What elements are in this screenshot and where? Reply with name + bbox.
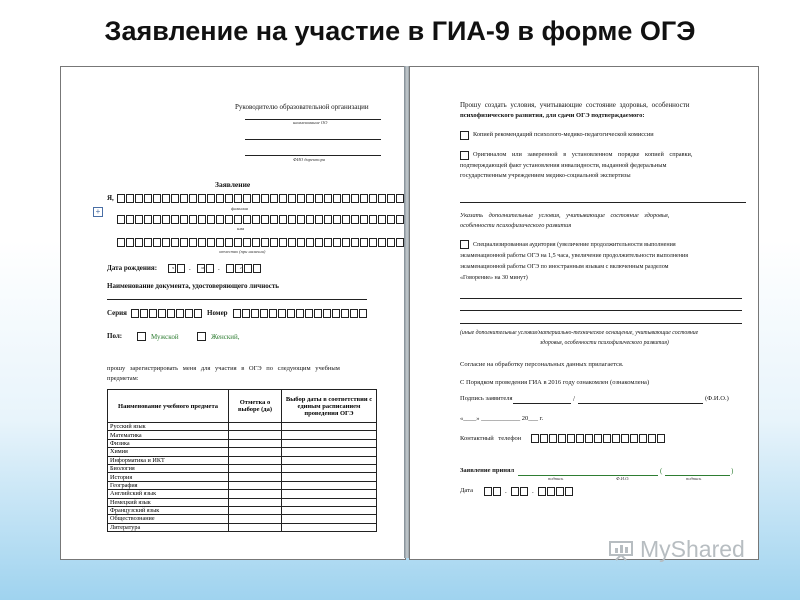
phone-cells[interactable] bbox=[531, 434, 666, 443]
subject-choice-cell[interactable] bbox=[229, 473, 282, 481]
special-room-line-1: Специализированная аудитория (увеличение продолжительности выполнения bbox=[473, 242, 676, 248]
subject-choice-cell[interactable] bbox=[229, 515, 282, 523]
subject-name: Английский язык bbox=[108, 490, 229, 498]
dob-year-cells[interactable] bbox=[226, 264, 262, 273]
subject-name: Биология bbox=[108, 464, 229, 472]
subject-date-cell[interactable] bbox=[282, 473, 377, 481]
pmpk-label: Копией рекомендаций психолого-медико-педагогической комиссии bbox=[473, 131, 654, 138]
table-row bbox=[108, 481, 377, 489]
accept-year-cells[interactable] bbox=[538, 487, 574, 496]
dob-day-cells[interactable] bbox=[168, 264, 186, 273]
subject-name: Обществознание bbox=[108, 515, 229, 523]
table-row bbox=[108, 498, 377, 506]
patronymic-caption: отчество (при наличии) bbox=[219, 249, 266, 254]
extra-conditions-hint-2: особенности психофизического развития bbox=[460, 222, 572, 229]
accepted-caption-fio: Ф.И.О. bbox=[616, 476, 630, 481]
table-row bbox=[108, 515, 377, 523]
order-text: С Порядком проведения ГИА в 2016 году ознакомлен (ознакомлена) bbox=[460, 379, 650, 386]
addressee: Руководителю образовательной организации bbox=[235, 103, 369, 111]
subject-name: История bbox=[108, 473, 229, 481]
table-row bbox=[108, 473, 377, 481]
dob-month-hint: м bbox=[201, 265, 204, 270]
disability-line-2: подтверждающей факт установления инвалидности, выданной федеральным bbox=[460, 162, 667, 169]
special-room-line-3: экзаменационной работы ОГЭ по иностранным языкам с включенным разделом bbox=[460, 264, 669, 270]
subject-choice-cell[interactable] bbox=[229, 464, 282, 472]
subject-date-cell[interactable] bbox=[282, 523, 377, 531]
gender-male-checkbox[interactable] bbox=[137, 332, 146, 341]
presentation-icon bbox=[608, 539, 634, 561]
ya-label: Я, bbox=[107, 194, 114, 202]
org-caption: наименование ОО bbox=[293, 120, 328, 125]
table-row bbox=[108, 423, 377, 431]
subject-date-cell[interactable] bbox=[282, 498, 377, 506]
subject-name: Французский язык bbox=[108, 506, 229, 514]
id-doc-label: Наименование документа, удостоверяющего личность bbox=[107, 282, 279, 290]
series-label: Серия bbox=[107, 309, 127, 317]
subject-date-cell[interactable] bbox=[282, 431, 377, 439]
subject-date-cell[interactable] bbox=[282, 456, 377, 464]
pmpk-checkbox[interactable] bbox=[460, 131, 469, 140]
disability-line-1: Оригиналом или заверенной в установленном порядке копией справки, bbox=[473, 151, 693, 158]
fio-caption: ФИО директора bbox=[293, 157, 326, 162]
subject-choice-cell[interactable] bbox=[229, 439, 282, 447]
col-date-header: Выбор даты в соответствии с единым расписанием проведения ОГЭ bbox=[282, 390, 377, 423]
date-label: Дата bbox=[460, 487, 473, 494]
subject-name: Немецкий язык bbox=[108, 498, 229, 506]
special-room-line-2: экзаменационной работы ОГЭ на 1,5 часа, увеличение продолжительности выполнения bbox=[460, 253, 689, 259]
surname-cells[interactable] bbox=[117, 194, 405, 203]
subject-choice-cell[interactable] bbox=[229, 498, 282, 506]
subject-choice-cell[interactable] bbox=[229, 481, 282, 489]
other-conditions-hint-1: (иные дополнительные условия/материально-техническое оснащение, учитывающие состояние bbox=[460, 330, 699, 336]
special-room-checkbox[interactable] bbox=[460, 240, 469, 249]
table-row bbox=[108, 523, 377, 531]
table-row bbox=[108, 456, 377, 464]
subject-date-cell[interactable] bbox=[282, 439, 377, 447]
application-page-right: Прошу создать условия, учитывающие состояние здоровья, особенности психофизического развития, для сдачи ОГЭ подтверждаемого: Копией рекомендаций психолого-медико-педагогической комиссии Оригиналом или заверенной в установленном порядке копией справки, подтверждающей факт установления инвалидности, выданной федеральным государственным учреждением медико-социальной экспертизы Указать дополнительные условия, учитывающие состояние здоровья, особенности психофизического развития Специализированная аудитория (увеличение продолжительности выполнения экзаменационной работы ОГЭ на 1,5 часа, увеличение продолжительности выполнения экзаменационной работы ОГЭ по иностранным языкам с включенным разделом «Говорение» на 30 минут) (иные дополнительные условия/материально-техническое оснащение, учитывающие состояние здоровья, особенности психофизического развития) Согласие на обработку персональных данных прилагается. С Порядком проведения ГИА в 2016 году ознакомлен (ознакомлена) Подпись заявителя / (Ф.И.О.) «____» ____________ 20___ г. Контактный телефон Заявление принял ( ) подпись Ф.И.О. подпись Дата . . bbox=[409, 66, 759, 560]
subject-date-cell[interactable] bbox=[282, 490, 377, 498]
subject-choice-cell[interactable] bbox=[229, 490, 282, 498]
gender-female-label: Женский, bbox=[211, 333, 240, 341]
subject-name: Литература bbox=[108, 523, 229, 531]
table-row bbox=[108, 464, 377, 472]
subject-date-cell[interactable] bbox=[282, 423, 377, 431]
col-subject-header: Наименование учебного предмета bbox=[108, 390, 229, 423]
subject-date-cell[interactable] bbox=[282, 464, 377, 472]
phone-label: Контактный телефон bbox=[460, 435, 522, 442]
conditions-line-1: Прошу создать условия, учитывающие состояние здоровья, особенности bbox=[460, 101, 690, 109]
subject-choice-cell[interactable] bbox=[229, 423, 282, 431]
accepted-caption-sign-2: подпись bbox=[686, 476, 702, 481]
dob-month-cells[interactable] bbox=[197, 264, 215, 273]
subject-choice-cell[interactable] bbox=[229, 523, 282, 531]
fio-short: (Ф.И.О.) bbox=[705, 395, 729, 402]
myshared-logo bbox=[608, 536, 745, 563]
col-choice-header: Отметка о выборе (да) bbox=[229, 390, 282, 423]
accepted-label: Заявление принял bbox=[460, 467, 515, 474]
subject-name: Физика bbox=[108, 439, 229, 447]
accept-day-cells[interactable] bbox=[484, 487, 502, 496]
application-page-left: Руководителю образовательной организации наименование ОО ФИО директора Заявление Я, + фамилия имя отчество (при наличии) Дата рождения: . . ч м г Наименование документа, удостоверяющего личность Серия Номер Пол: Мужской Женский, прошу зарегистрировать меня для участия в ОГЭ по следующим учебным предметам: Наименование учебного предмета Отметка о выборе (да) Выбор даты в соответствии с единым расписанием проведения ОГЭ Русский язык Математика Физика Химия Информатика и ИКТ Биология История География Английский язык Немецкий язык Французский язык Обществознание Литература bbox=[60, 66, 406, 560]
dob-day-hint: ч bbox=[172, 265, 175, 270]
table-row bbox=[108, 448, 377, 456]
slide-title: Заявление на участие в ГИА-9 в форме ОГЭ bbox=[104, 16, 696, 46]
date-line: «____» ____________ 20___ г. bbox=[460, 415, 544, 422]
subject-choice-cell[interactable] bbox=[229, 448, 282, 456]
request-line-1: прошу зарегистрировать меня для участия в ОГЭ по следующим учебным bbox=[107, 365, 340, 372]
subject-choice-cell[interactable] bbox=[229, 456, 282, 464]
gender-label: Пол: bbox=[107, 332, 123, 340]
subject-date-cell[interactable] bbox=[282, 448, 377, 456]
form-heading: Заявление bbox=[215, 180, 251, 189]
special-room-line-4: «Говорение» на 30 минут) bbox=[460, 275, 528, 281]
subject-name: Русский язык bbox=[108, 423, 229, 431]
other-conditions-hint-2: здоровья, особенности психофизического развития) bbox=[540, 340, 669, 346]
watermark-text: MyShared bbox=[640, 536, 745, 562]
dob-year-hint: г bbox=[240, 265, 242, 270]
series-cells[interactable] bbox=[131, 309, 203, 318]
subject-date-cell[interactable] bbox=[282, 481, 377, 489]
name-caption: имя bbox=[237, 226, 245, 231]
conditions-line-2: психофизического развития, для сдачи ОГЭ подтверждаемого: bbox=[460, 112, 645, 119]
table-row bbox=[108, 490, 377, 498]
table-row bbox=[108, 506, 377, 514]
disability-line-3: государственным учреждением медико-социальной экспертизы bbox=[460, 172, 631, 179]
subjects-table bbox=[107, 389, 377, 532]
accepted-caption-sign: подпись bbox=[548, 476, 564, 481]
subject-name: Химия bbox=[108, 448, 229, 456]
request-line-2: предметам: bbox=[107, 375, 139, 382]
signature-label: Подпись заявителя bbox=[460, 395, 513, 402]
subject-name: Математика bbox=[108, 431, 229, 439]
subject-date-cell[interactable] bbox=[282, 506, 377, 514]
table-row bbox=[108, 431, 377, 439]
extra-conditions-hint-1: Указать дополнительные условия, учитывающие состояние здоровья, bbox=[460, 212, 670, 219]
subject-name: Информатика и ИКТ bbox=[108, 456, 229, 464]
table-row bbox=[108, 439, 377, 447]
gender-male-label: Мужской bbox=[151, 333, 179, 341]
subject-date-cell[interactable] bbox=[282, 515, 377, 523]
subject-choice-cell[interactable] bbox=[229, 431, 282, 439]
consent-text: Согласие на обработку персональных данных прилагается. bbox=[460, 361, 624, 368]
gender-female-checkbox[interactable] bbox=[197, 332, 206, 341]
disability-checkbox[interactable] bbox=[460, 151, 469, 160]
number-label: Номер bbox=[207, 309, 228, 317]
subject-choice-cell[interactable] bbox=[229, 506, 282, 514]
surname-caption: фамилия bbox=[231, 206, 248, 211]
patronymic-cells[interactable] bbox=[117, 238, 405, 247]
subject-name: География bbox=[108, 481, 229, 489]
accept-month-cells[interactable] bbox=[511, 487, 529, 496]
expand-plus-icon[interactable]: + bbox=[93, 207, 103, 217]
dob-label: Дата рождения: bbox=[107, 264, 158, 272]
name-cells[interactable] bbox=[117, 215, 405, 224]
number-cells[interactable] bbox=[233, 309, 368, 318]
